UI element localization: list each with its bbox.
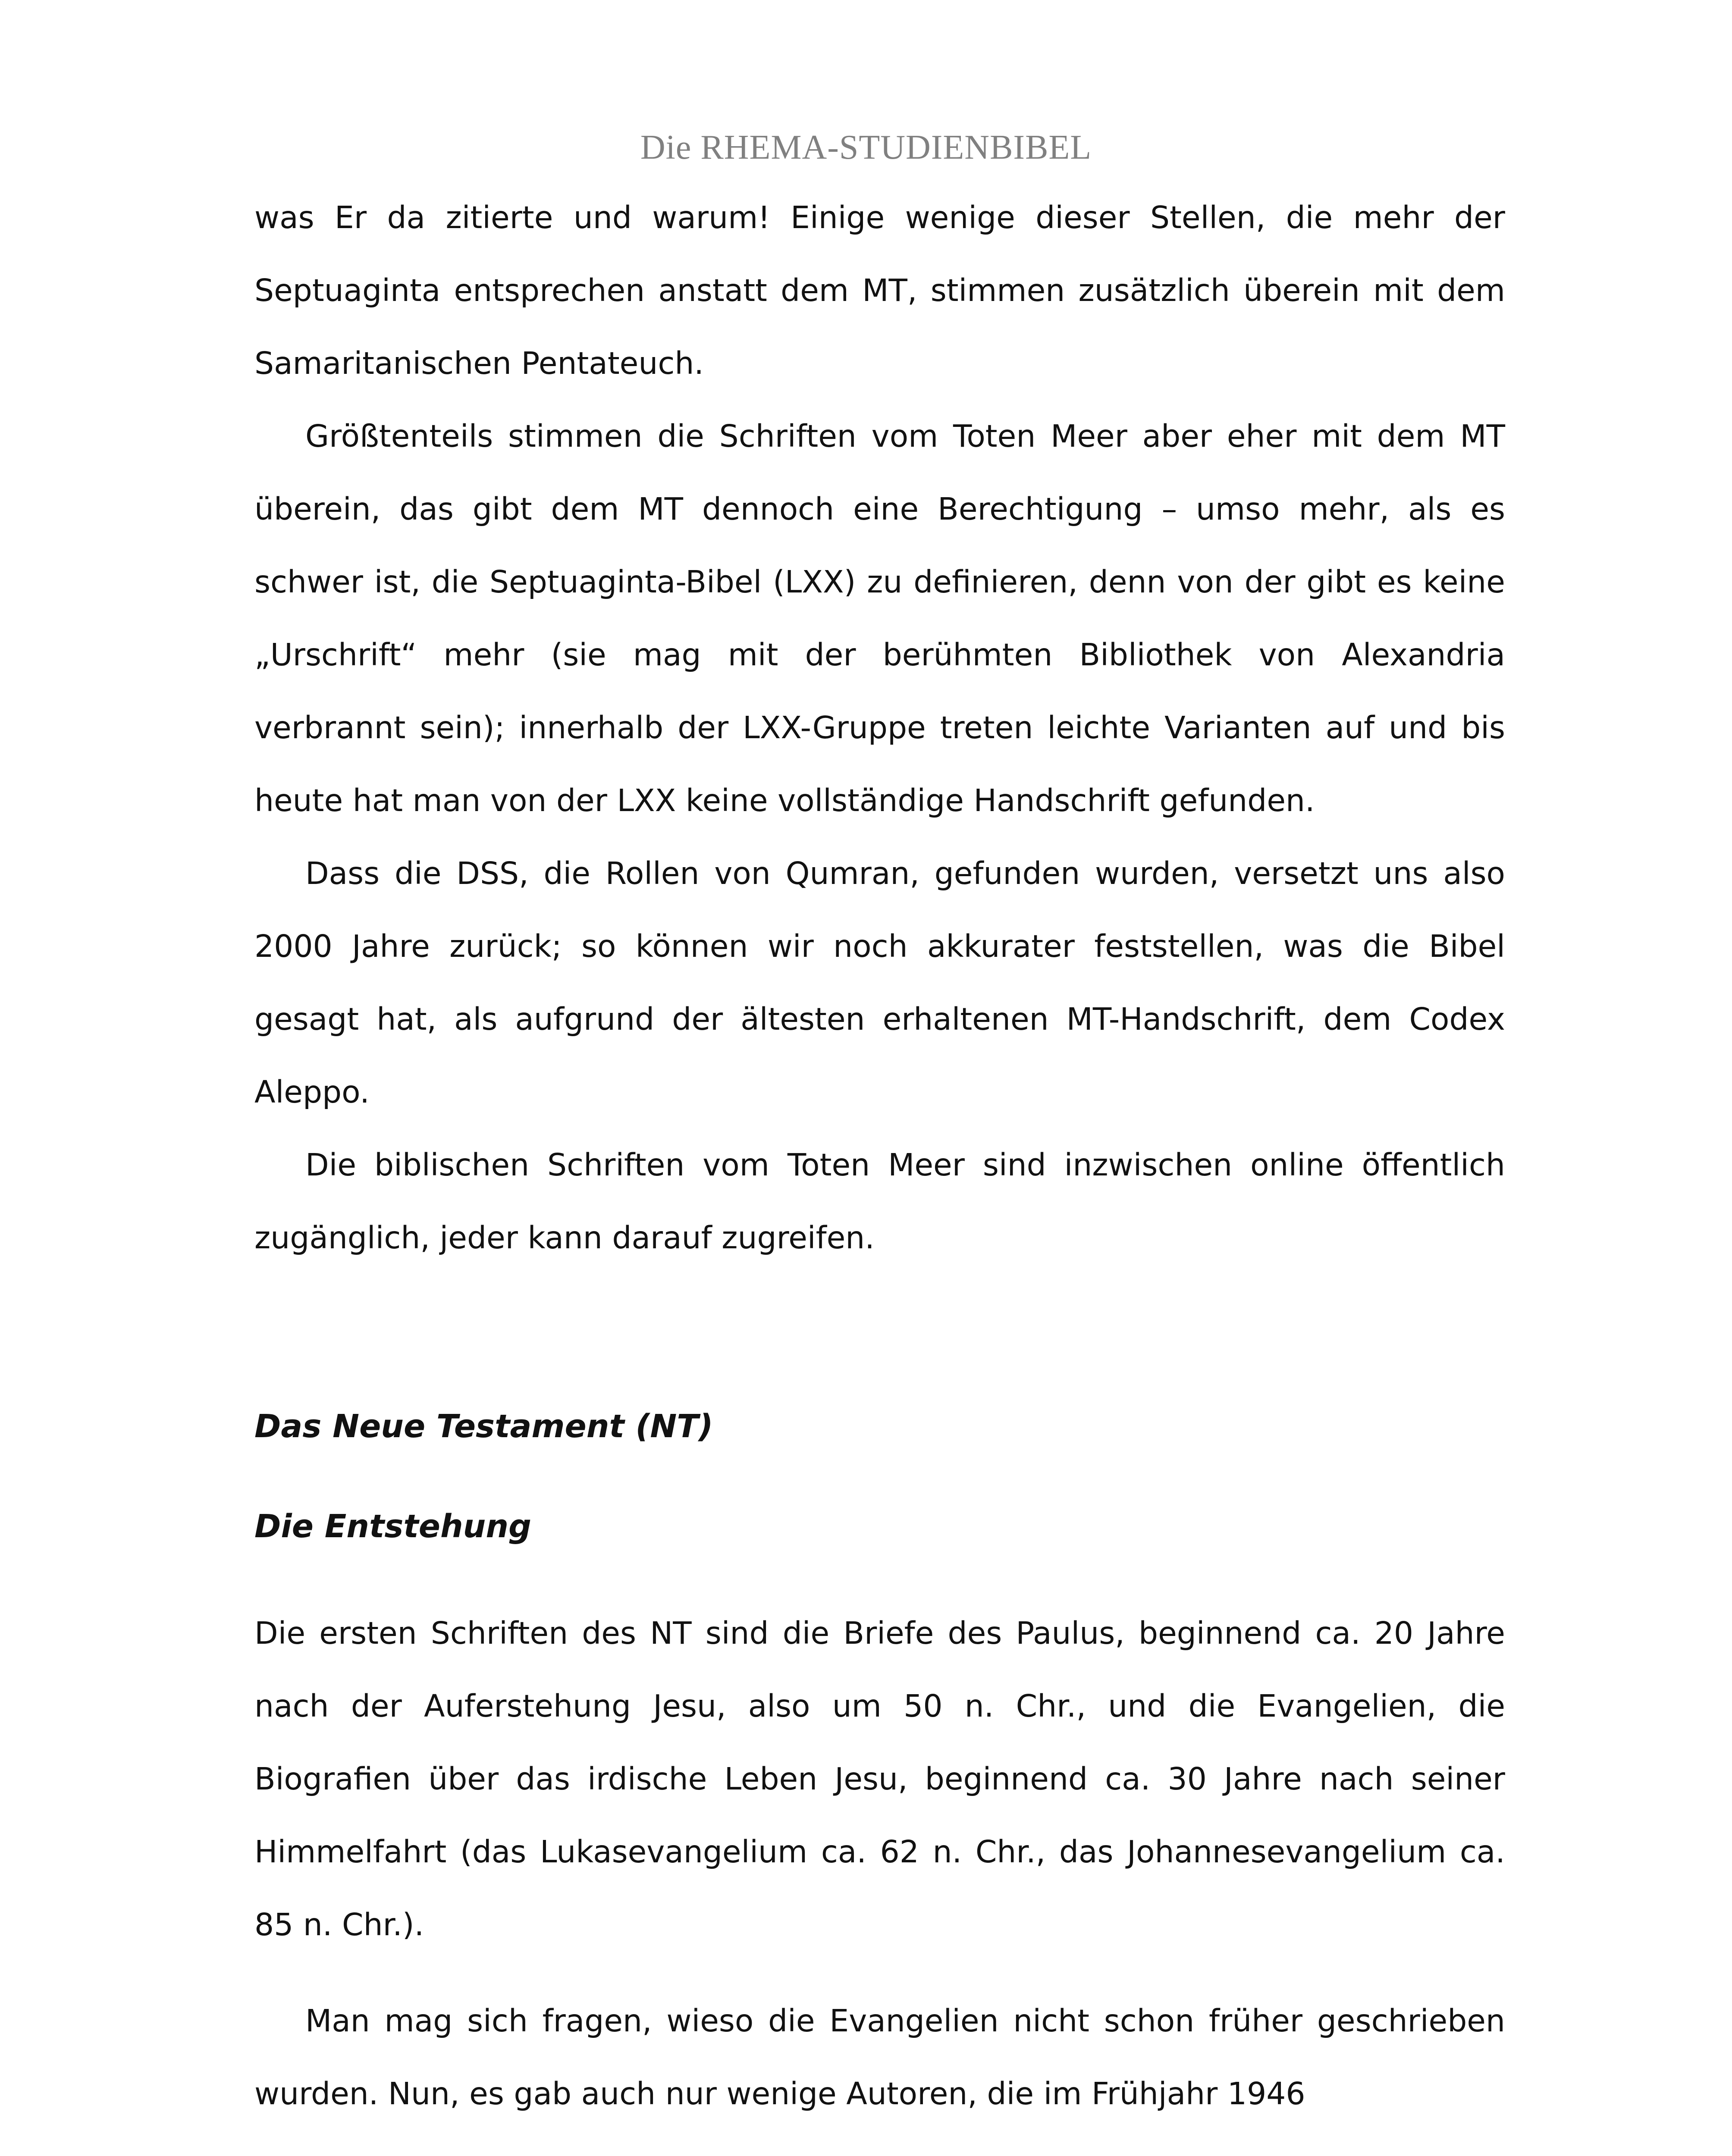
body-text <box>254 181 1505 2130</box>
paragraph: Dass die DSS, die Rollen von Qumran, gefunden wurden, versetzt uns also 2000 Jahre zurück; so können wir noch akkurater feststellen, was die Bibel gesagt hat, als aufgrund der ältesten erhaltenen MT-Handschrift, dem Codex Aleppo. <box>254 856 1505 1110</box>
paragraph: Die biblischen Schriften vom Toten Meer sind inzwischen online öffentlich zugänglich, jeder kann darauf zugreifen. <box>254 1147 1505 1256</box>
paragraph: Man mag sich fragen, wieso die Evangelien nicht schon früher geschrieben wurden. Nun, es gab auch nur wenige Autoren, die im Frühjahr 1946 <box>254 2003 1505 2112</box>
running-header: Die RHEMA-STUDIENBIBEL <box>640 128 1092 166</box>
paragraph: was Er da zitierte und warum! Einige wenige dieser Stellen, die mehr der Septuaginta entsprechen anstatt dem MT, stimmen zusätzlich überein mit dem Samaritanischen Pentateuch. <box>254 200 1505 381</box>
paragraph: Die ersten Schriften des NT sind die Briefe des Paulus, beginnend ca. 20 Jahre nach der Auferstehung Jesu, also um 50 n. Chr., und die Evangelien, die Biografien über das irdische Leben Jesu, beginnend ca. 30 Jahre nach seiner Himmelfahrt (das Lukasevangelium ca. 62 n. Chr., das Johannesevangelium ca. 85 n. Chr.). <box>254 1615 1505 1943</box>
paragraph: Größtenteils stimmen die Schriften vom Toten Meer aber eher mit dem MT überein, das gibt dem MT dennoch eine Berechtigung – umso mehr, als es schwer ist, die Septuaginta-Bibel (LXX) zu definieren, denn von der gibt es keine „Urschrift“ mehr (sie mag mit der berühmten Bibliothek von Alexandria verbrannt sein); innerhalb der LXX-Gruppe treten leichte Varianten auf und bis heute hat man von der LXX keine vollständige Handschrift gefunden. <box>254 418 1505 818</box>
section-subheading: Die Entstehung <box>254 1508 531 1545</box>
section-heading: Das Neue Testament (NT) <box>254 1408 713 1445</box>
